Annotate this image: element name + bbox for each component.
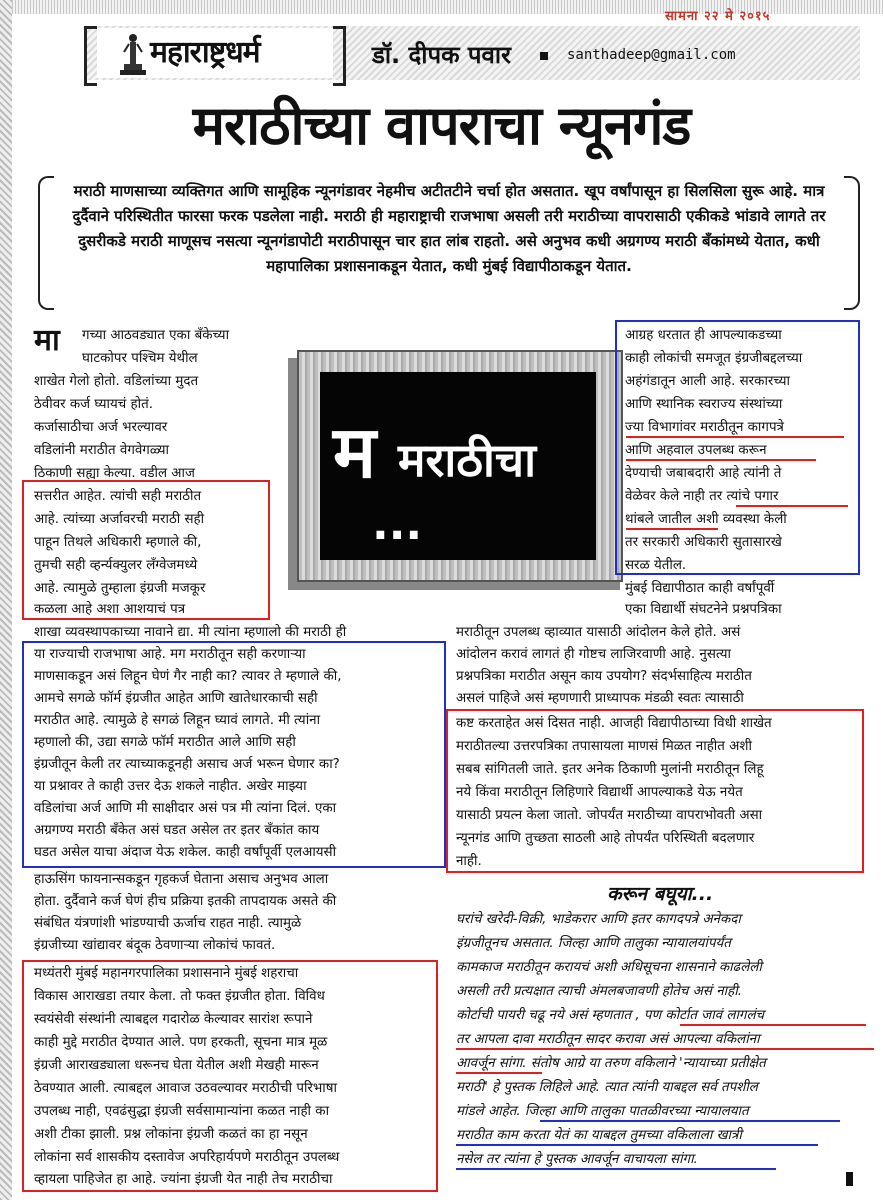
body-line: मध्यंतरी मुंबई महानगरपालिका प्रशासनाने मुंबई शहराचा	[34, 966, 299, 981]
col1-line: तुमची सही व्हर्न्यक्युलर लँग्वेजमध्ये	[34, 558, 198, 573]
body-line: नाही.	[456, 854, 482, 869]
left-decorative-strip	[0, 0, 12, 1200]
body-line: मराठीत आहे. त्यामुळे हे सगळं लिहून घ्यावं लागते. मी त्यांना	[34, 713, 321, 728]
col3-line: वेळेवर केले नाही तर त्यांचे पगार	[625, 489, 779, 504]
col1-line: कर्जासाठीचा अर्ज भरल्यावर	[34, 420, 168, 435]
tip-line: मराठी' हे पुस्तक लिहिले आहे. त्यात त्यांनी याबद्दल सर्व तपशील	[456, 1080, 758, 1095]
column-name: महाराष्ट्रधर्म	[150, 35, 260, 70]
body-line: काही मुद्दे मराठीत देण्यात आले. पण हरकती, सूचना मात्र मूळ	[34, 1035, 328, 1050]
body-line: वडिलांचा अर्ज आणि मी साक्षीदार असं पत्र मी त्यांना दिलं. एका	[34, 801, 337, 816]
body-line: अशी टीका झाली. प्रश्न लोकांना इंग्रजी कळतं का हा नसून	[34, 1127, 308, 1142]
highlight-underline-blue	[540, 1120, 840, 1122]
tip-line: कोर्टाची पायरी चढू नये असं म्हणतात , पण कोर्टात जावं लागलंच	[456, 1008, 765, 1023]
tip-line: आवर्जून सांगा. संतोष आग्रे या तरुण वकिलाने 'न्यायाच्या प्रतीक्षेत	[456, 1056, 766, 1071]
end-mark	[846, 1172, 853, 1186]
body-line: होता. दुर्दैवाने कर्ज घेणं हीच प्रक्रिया इतकी तापदायक असते की	[34, 894, 337, 909]
tip-line: घरांचे खरेदी-विक्री, भाडेकरार आणि इतर कागदपत्रे अनेकदा	[456, 912, 741, 927]
tip-line: नसेल तर त्यांना हे पुस्तक आवर्जून वाचायला सांगा.	[456, 1152, 698, 1167]
body-line: विकास आराखडा तयार केला. तो फक्त इंग्रजीत होता. विविध	[34, 989, 325, 1004]
bullet-mark	[540, 52, 548, 60]
col1-line: शाखेत गेलो होतो. वडिलांच्या मुदत	[34, 374, 199, 389]
body-line: आमचे सगळे फॉर्म इंग्रजीत आहेत आणि खातेधारकाची सही	[34, 691, 318, 706]
body-line: घडत असेल याचा अंदाज येऊ शकेल. काही वर्षांपूर्वी एलआयसी	[34, 845, 337, 860]
body-line: अग्रगण्य मराठी बँकेत असं घडत असेल तर इतर बँकांत काय	[34, 823, 320, 838]
logo-bracket-left	[84, 26, 97, 86]
col1-line: आहे. त्यांच्या अर्जावरची मराठी सही	[34, 512, 205, 527]
col3-line: अहंगंडातून आली आहे. सरकारच्या	[625, 374, 790, 389]
body-line: माणसाकडून असं लिहून घेणं गैर नाही का? त्यावर ते म्हणाले की,	[34, 669, 342, 684]
col3-line: देण्याची जबाबदारी आहे त्यांनी ते	[625, 466, 782, 481]
body-line: मराठीतल्या उत्तरपत्रिका तपासायला माणसं मिळत नाहीत अशी	[456, 739, 752, 754]
tip-line: इंग्रजीतूनच असतात. जिल्हा आणि तालुका न्यायालयांपर्यंत	[456, 936, 731, 951]
col3-line: सरळ येतील.	[625, 558, 687, 573]
highlight-box-red	[446, 709, 864, 873]
body-line: यासाठी प्रयत्न केला जातो. जोपर्यंत मराठीच्या वापराभोवती असा	[456, 808, 763, 823]
body-line: उपलब्ध नाही, एवढंसुद्धा इंग्रजी सर्वसामान्यांना कळत नाही का	[34, 1104, 330, 1119]
logo-bracket-right	[333, 26, 346, 86]
col3-line: काही लोकांची समजूत इंग्रजीबद्दलच्या	[625, 351, 803, 366]
col1-line: वडिलांनी मराठीत वेगवेगळ्या	[34, 443, 169, 458]
slate-dots: ...	[372, 499, 423, 550]
col1-line: कळला आहे अशा आशयाचं पत्र	[34, 602, 186, 617]
body-line: न्यूनगंड आणि तुच्छता साठली आहे तोपर्यंत परिस्थिती बदलणार	[456, 831, 755, 846]
body-line: लोकांना सर्व शासकीय दस्तावेज अपरिहार्यपणे मराठीतून उपलब्ध	[34, 1150, 340, 1165]
col3-line: आणि अहवाल उपलब्ध करून	[625, 443, 767, 458]
highlight-underline-red	[456, 1072, 542, 1074]
body-line: मराठीतून उपलब्ध व्हाव्यात यासाठी आंदोलन केले होते. असं	[456, 625, 741, 640]
body-line: या प्रश्नावर ते काही उत्तर देऊ शकले नाहीत. अखेर माझ्या	[34, 779, 307, 794]
lead-bracket-right	[844, 176, 860, 310]
highlight-box-red	[22, 960, 438, 1192]
lead-text: मराठी माणसाच्या व्यक्तिगत आणि सामूहिक न्यूनगंडावर नेहमीच अटीतटीने चर्चा होत असतात. खूप वर्षांपासून हा सिलसिला सुरू आहे. मात्र दुर्दैवाने परिस्थितीत फारसा फरक पडलेला नाही. मराठी ही महाराष्ट्राची राजभाषा असली तरी मराठीच्या वापरासाठी एकीकडे भांडावे लागते तर दुसरीकडे मराठी माणूसच नसत्या न्यूनगंडापोटी मराठीपासून चार हात लांब राहतो. असे अनुभव कधी अग्रगण्य मराठी बँकांमध्ये येतात, कधी महापालिका प्रशासनाकडून येतात, कधी मुंबई विद्यापीठाकडून येतात.	[72, 182, 826, 275]
author-name: डॉ. दीपक पवार	[372, 41, 511, 69]
headline: मराठीच्या वापराचा न्यूनगंड	[192, 94, 691, 157]
body-line: संबंधित यंत्रणांशी भांडण्याची ऊर्जाच राहत नाही. त्यामुळे	[34, 916, 302, 931]
col1-line: आहे. त्यामुळे तुम्हाला इंग्रजी मजकूर	[34, 581, 206, 596]
highlight-underline-red	[456, 1048, 874, 1050]
body-line: असलं पाहिजे असं म्हणणारी प्राध्यापक मंडळी स्वतः त्यासाठी	[456, 691, 744, 706]
tip-line: कामकाज मराठीतून करायचं अशी अधिसूचना शासनाने काढलेली	[456, 960, 762, 975]
highlight-box-blue	[22, 641, 446, 868]
body-line: ठेवण्यात आली. त्याबद्दल आवाज उठवल्यावर मराठीची परिभाषा	[34, 1081, 337, 1096]
highlight-underline-red	[626, 436, 844, 438]
body-line: नये किंवा मराठीतून लिहिणारे विद्यार्थी आपल्याकडे येऊ नयेत	[456, 785, 743, 800]
body-line: इंग्रजीच्या खांद्यावर बंदूक ठेवणाऱ्या लोकांचं फावतं.	[34, 938, 276, 953]
col3-line: एका विद्यार्थी संघटनेने प्रश्नपत्रिका	[625, 602, 782, 617]
lead-box	[38, 176, 860, 306]
body-line: आंदोलन करावं लागतं ही गोष्टच लाजिरवाणी आहे. नुसत्या	[456, 647, 732, 662]
body-line: इंग्रजी आराखड्याला धरूनच घेता येतील अशी मेखही मारून	[34, 1058, 319, 1073]
tip-heading: करून बघूया...	[607, 883, 714, 905]
body-line: स्वयंसेवी संस्थांनी त्याबद्दल गदारोळ केल्यावर सारांश रूपाने	[34, 1012, 313, 1027]
slate-word: मराठीचा	[398, 433, 536, 487]
body-line: कष्ट करताहेत असं दिसत नाही. आजही विद्यापीठाच्या विधी शाखेत	[456, 716, 772, 731]
col3-line: आग्रह धरतात ही आपल्याकडच्या	[625, 328, 782, 343]
body-line: हाऊसिंग फायनान्सकडून गृहकर्ज घेताना असाच अनुभव आला	[34, 872, 329, 887]
col1-line: ठेवीवर कर्ज घ्यायचं होतं.	[34, 397, 154, 412]
highlight-underline-red	[736, 505, 848, 507]
body-line: शाखा व्यवस्थापकाच्या नावाने द्या. मी त्यांना म्हणालो की मराठी ही	[34, 625, 347, 640]
highlight-box-red	[22, 480, 270, 620]
dateline: सामना २२ मे २०१५	[665, 9, 771, 24]
body-line: प्रश्नपत्रिका मराठीत असून काय उपयोग? संदर्भसाहित्य मराठीत	[456, 669, 752, 684]
col1-line: घाटकोपर पश्चिम येथील	[82, 351, 198, 366]
tip-line: मराठीत काम करता येतं का याबद्दल तुमच्या वकिलाला खात्री	[456, 1128, 742, 1143]
col1-line: सत्तरीत आहेत. त्यांची सही मराठीत	[34, 489, 202, 504]
col3-line: तर सरकारी अधिकारी सुतासारखे	[625, 535, 782, 550]
col3-line: थांबले जातील अशी व्यवस्था केली	[625, 512, 787, 527]
slate-letter: म	[333, 410, 377, 494]
highlight-underline-red	[680, 1024, 866, 1026]
body-line: व्हायला पाहिजेत हा आहे. ज्यांना इंग्रजी येत नाही तेच मराठीचा	[34, 1172, 333, 1187]
drop-cap: मा	[34, 323, 60, 358]
hutatma-chowk-icon	[118, 30, 148, 76]
highlight-underline-blue	[456, 1168, 776, 1170]
tip-line: तर आपला दावा मराठीतून सादर करावा असं आपल्या वकिलांना	[456, 1032, 760, 1047]
tip-line: असली तरी प्रत्यक्षात त्याची अंमलबजावणी होतेच असं नाही.	[456, 984, 742, 999]
col1-line: पाहून तिथले अधिकारी म्हणाले की,	[34, 535, 202, 550]
col3-line: ज्या विभागांवर मराठीतून कागपत्रे	[625, 420, 784, 435]
lead-bracket-left	[38, 176, 54, 310]
body-line: इंग्रजीतून केली तर त्याच्याकडूनही असाच अर्ज भरून घेणार का?	[34, 757, 340, 772]
author-email: santhadeep@gmail.com	[567, 47, 736, 63]
highlight-underline-red	[626, 459, 816, 461]
tip-line: मांडले आहेत. जिल्हा आणि तालुका पातळीवरच्या न्यायालयात	[456, 1104, 749, 1119]
highlight-underline-red	[626, 528, 718, 530]
col1-line: ठिकाणी सह्या केल्या. वडील आज	[34, 466, 195, 481]
body-line: या राज्याची राजभाषा आहे. मग मराठीतून सही करणाऱ्या	[34, 647, 306, 662]
col3-line: मुंबई विद्यापीठात काही वर्षांपूर्वी	[625, 581, 775, 596]
highlight-underline-blue	[456, 1144, 818, 1146]
col1-line: गच्या आठवड्यात एका बँकेच्या	[82, 328, 230, 343]
col3-line: आणि स्थानिक स्वराज्य संस्थांच्या	[625, 397, 783, 412]
body-line: सबब सांगितली जाते. इतर अनेक ठिकाणी मुलांनी मराठीतून लिहू	[456, 762, 764, 777]
body-line: म्हणालो की, उद्या सगळे फॉर्म मराठीत आले आणि सही	[34, 735, 296, 750]
highlight-box-blue	[615, 320, 860, 575]
